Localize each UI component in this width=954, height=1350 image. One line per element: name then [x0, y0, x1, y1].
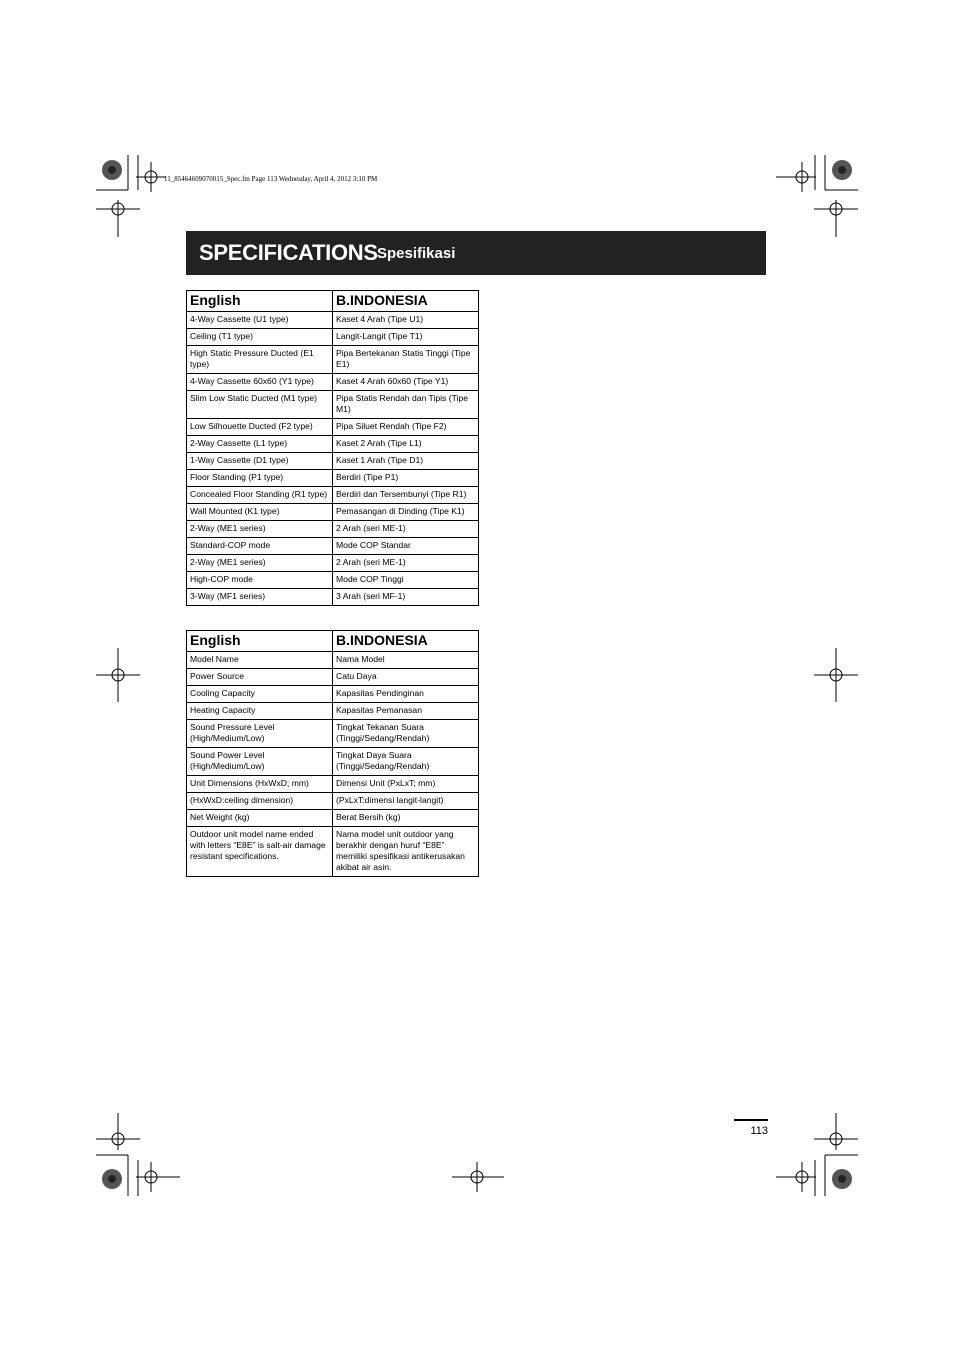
- indonesia-cell: Mode COP Tinggi: [333, 572, 479, 589]
- english-cell: Sound Pressure Level (High/Medium/Low): [187, 720, 333, 748]
- indonesia-cell: Pemasangan di Dinding (Tipe K1): [333, 504, 479, 521]
- table-row: [187, 374, 479, 391]
- indonesia-cell: Dimensi Unit (PxLxT; mm): [333, 776, 479, 793]
- table-row: [187, 810, 479, 827]
- english-cell: Slim Low Static Ducted (M1 type): [187, 391, 333, 419]
- indonesia-cell: Berdiri dan Tersembunyi (Tipe R1): [333, 487, 479, 504]
- indonesia-cell: Catu Daya: [333, 669, 479, 686]
- indonesia-cell: Mode COP Standar: [333, 538, 479, 555]
- indonesia-cell: Berdiri (Tipe P1): [333, 470, 479, 487]
- column-header-english: English: [187, 291, 333, 312]
- english-cell: Unit Dimensions (HxWxD; mm): [187, 776, 333, 793]
- english-cell: High-COP mode: [187, 572, 333, 589]
- english-cell: Power Source: [187, 669, 333, 686]
- unit-type-translation-table: [186, 290, 479, 606]
- indonesia-cell: Kapasitas Pendinginan: [333, 686, 479, 703]
- indonesia-cell: Kaset 2 Arah (Tipe L1): [333, 436, 479, 453]
- column-header-indonesia: B.INDONESIA: [333, 631, 479, 652]
- indonesia-cell: (PxLxT:dimensi langit-langit): [333, 793, 479, 810]
- indonesia-cell: 2 Arah (seri ME-1): [333, 521, 479, 538]
- english-cell: 2-Way (ME1 series): [187, 521, 333, 538]
- table-row: [187, 470, 479, 487]
- table-row: [187, 827, 479, 877]
- english-cell: 3-Way (MF1 series): [187, 589, 333, 606]
- english-cell: Concealed Floor Standing (R1 type): [187, 487, 333, 504]
- indonesia-cell: 2 Arah (seri ME-1): [333, 555, 479, 572]
- indonesia-cell: Nama model unit outdoor yang berakhir dengan huruf “E8E” memiliki spesifikasi antikerusakan akibat air asin.: [333, 827, 479, 877]
- page-title: SPECIFICATIONS: [199, 240, 378, 265]
- indonesia-cell: Tingkat Tekanan Suara (Tinggi/Sedang/Rendah): [333, 720, 479, 748]
- table-row: [187, 652, 479, 669]
- section-banner: [186, 231, 766, 275]
- english-cell: Cooling Capacity: [187, 686, 333, 703]
- indonesia-cell: Langit-Langit (Tipe T1): [333, 329, 479, 346]
- table-header-row: [187, 631, 479, 652]
- english-cell: Ceiling (T1 type): [187, 329, 333, 346]
- indonesia-cell: Berat Bersih (kg): [333, 810, 479, 827]
- english-cell: Low Silhouette Ducted (F2 type): [187, 419, 333, 436]
- file-header: 11_85464609070015_Spec.fm Page 113 Wednesday, April 4, 2012 3:10 PM: [164, 175, 378, 183]
- table-row: [187, 555, 479, 572]
- english-cell: Wall Mounted (K1 type): [187, 504, 333, 521]
- indonesia-cell: 3 Arah (seri MF-1): [333, 589, 479, 606]
- english-cell: (HxWxD:ceiling dimension): [187, 793, 333, 810]
- table-row: [187, 453, 479, 470]
- table-row: [187, 720, 479, 748]
- english-cell: 4-Way Cassette 60x60 (Y1 type): [187, 374, 333, 391]
- table-row: [187, 521, 479, 538]
- table-row: [187, 487, 479, 504]
- table-row: [187, 329, 479, 346]
- english-cell: Standard-COP mode: [187, 538, 333, 555]
- table-row: [187, 504, 479, 521]
- english-cell: High Static Pressure Ducted (E1 type): [187, 346, 333, 374]
- table-row: [187, 748, 479, 776]
- table-row: [187, 669, 479, 686]
- table-row: [187, 572, 479, 589]
- table-row: [187, 538, 479, 555]
- specification-terms-table: [186, 630, 479, 877]
- page-number: 113: [734, 1119, 768, 1137]
- table-row: [187, 686, 479, 703]
- table-row: [187, 589, 479, 606]
- indonesia-cell: Kapasitas Pemanasan: [333, 703, 479, 720]
- indonesia-cell: Kaset 4 Arah (Tipe U1): [333, 312, 479, 329]
- table-row: [187, 391, 479, 419]
- indonesia-cell: Kaset 4 Arah 60x60 (Tipe Y1): [333, 374, 479, 391]
- indonesia-cell: Kaset 1 Arah (Tipe D1): [333, 453, 479, 470]
- english-cell: Floor Standing (P1 type): [187, 470, 333, 487]
- table-header-row: [187, 291, 479, 312]
- indonesia-cell: Pipa Siluet Rendah (Tipe F2): [333, 419, 479, 436]
- column-header-indonesia: B.INDONESIA: [333, 291, 479, 312]
- page-subtitle: Spesifikasi: [377, 245, 456, 262]
- indonesia-cell: Nama Model: [333, 652, 479, 669]
- english-cell: Sound Power Level (High/Medium/Low): [187, 748, 333, 776]
- indonesia-cell: Pipa Bertekanan Statis Tinggi (Tipe E1): [333, 346, 479, 374]
- english-cell: Model Name: [187, 652, 333, 669]
- table-row: [187, 776, 479, 793]
- table-row: [187, 419, 479, 436]
- english-cell: Heating Capacity: [187, 703, 333, 720]
- column-header-english: English: [187, 631, 333, 652]
- english-cell: Outdoor unit model name ended with letters “E8E” is salt-air damage resistant specifications.: [187, 827, 333, 877]
- english-cell: 1-Way Cassette (D1 type): [187, 453, 333, 470]
- english-cell: 4-Way Cassette (U1 type): [187, 312, 333, 329]
- indonesia-cell: Pipa Statis Rendah dan Tipis (Tipe M1): [333, 391, 479, 419]
- english-cell: 2-Way Cassette (L1 type): [187, 436, 333, 453]
- indonesia-cell: Tingkat Daya Suara (Tinggi/Sedang/Rendah): [333, 748, 479, 776]
- table-row: [187, 346, 479, 374]
- table-row: [187, 703, 479, 720]
- english-cell: Net Weight (kg): [187, 810, 333, 827]
- table-row: [187, 436, 479, 453]
- table-row: [187, 312, 479, 329]
- table-row: [187, 793, 479, 810]
- english-cell: 2-Way (ME1 series): [187, 555, 333, 572]
